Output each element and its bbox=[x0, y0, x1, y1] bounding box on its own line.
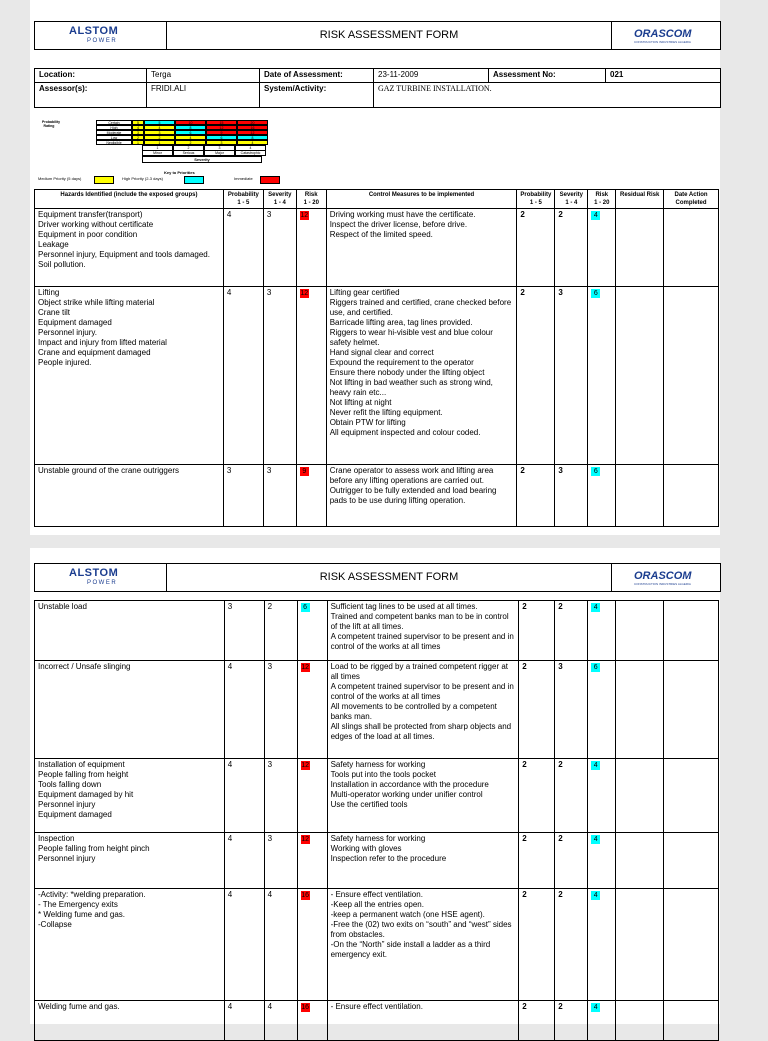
severity-number: 1 bbox=[142, 145, 173, 151]
key-high-swatch bbox=[184, 176, 204, 184]
key-medium-label: Medium Priority (5 days) bbox=[38, 176, 82, 181]
severity-number: 3 bbox=[204, 145, 235, 151]
hazard-cell-line: People falling from height pinch bbox=[38, 844, 150, 853]
col-severity-2: Severity 1 - 4 bbox=[555, 190, 588, 209]
control-cell bbox=[327, 759, 519, 833]
control-cell-line: All movements to be controlled by a competent banks man. bbox=[330, 702, 497, 721]
hazard-cell-line: Personnel injury. bbox=[38, 328, 97, 337]
form-page-1 bbox=[30, 0, 720, 535]
orascom-logo-text: ORASCOM bbox=[634, 570, 692, 582]
hazard-cell-line: Welding fume and gas. bbox=[38, 1002, 120, 1011]
severity-2-cell: 2 bbox=[555, 833, 588, 889]
control-cell-line: A competent trained supervisor to be present and in control of the works at all times bbox=[330, 632, 514, 651]
form-page-2 bbox=[30, 548, 720, 1024]
residual-risk-cell bbox=[616, 889, 664, 1001]
risk-badge: 12 bbox=[300, 290, 309, 297]
residual-risk-cell bbox=[616, 601, 664, 661]
control-cell-line: Not lifting in bad weather such as strong wind, heavy rain etc... bbox=[329, 378, 493, 397]
key-immediate-swatch bbox=[260, 176, 280, 184]
matrix-row-number: 1 bbox=[132, 140, 144, 145]
probability-2-cell: 2 bbox=[517, 287, 555, 465]
matrix-cell: 2 bbox=[175, 140, 206, 145]
date-label: Date of Assessment: bbox=[260, 69, 374, 83]
risk-2-cell bbox=[588, 1001, 616, 1041]
date-action-cell bbox=[664, 1001, 719, 1041]
alstom-logo-text: ALSTOM bbox=[69, 25, 119, 37]
risk-badge: 4 bbox=[591, 835, 600, 844]
control-cell bbox=[326, 287, 517, 465]
probability-cell: 3 bbox=[223, 465, 263, 527]
col-probability-2: Probability 1 - 5 bbox=[517, 190, 555, 209]
risk-table-page-2 bbox=[34, 600, 719, 1041]
matrix-row-label: Negligible bbox=[96, 140, 132, 145]
table-row bbox=[35, 759, 719, 833]
probability-cell: 3 bbox=[224, 601, 264, 661]
control-cell-line: Crane operator to assess work and lifting area before any lifting operations are carried out. bbox=[329, 466, 494, 485]
control-cell bbox=[326, 465, 517, 527]
matrix-row-number: 3 bbox=[132, 130, 144, 135]
date-value: 23-11-2009 bbox=[374, 69, 489, 83]
assessment-no-value: 021 bbox=[606, 69, 721, 83]
risk-cell bbox=[297, 833, 327, 889]
assessment-info-table bbox=[34, 68, 721, 108]
risk-badge: 12 bbox=[301, 664, 309, 671]
residual-risk-cell bbox=[616, 209, 664, 287]
hazard-cell bbox=[35, 287, 224, 465]
table-row bbox=[35, 209, 719, 287]
risk-2-cell bbox=[588, 465, 616, 527]
severity-label: Serious bbox=[173, 150, 204, 156]
date-action-cell bbox=[664, 209, 719, 287]
hazard-cell-line: Equipment damaged by hit bbox=[38, 790, 134, 799]
probability-2-cell: 2 bbox=[519, 661, 555, 759]
hazard-cell bbox=[35, 661, 225, 759]
severity-cell: 3 bbox=[263, 209, 296, 287]
control-cell bbox=[327, 833, 519, 889]
hazard-cell bbox=[35, 209, 224, 287]
hazard-cell-line: Equipment transfer(transport) bbox=[38, 210, 143, 219]
matrix-cell: 4 bbox=[175, 135, 206, 140]
matrix-cell: 6 bbox=[175, 130, 206, 135]
table-header-row bbox=[35, 190, 719, 209]
risk-2-cell bbox=[588, 287, 616, 465]
severity-label: Catastrophic bbox=[235, 150, 266, 156]
form-title: RISK ASSESSMENT FORM bbox=[319, 29, 459, 41]
risk-cell bbox=[296, 209, 326, 287]
severity-number: 2 bbox=[173, 145, 204, 151]
hazard-cell-line: People falling from height bbox=[38, 770, 129, 779]
hazard-cell-line: Tools falling down bbox=[38, 780, 102, 789]
severity-2-cell: 2 bbox=[555, 889, 588, 1001]
severity-2-cell: 3 bbox=[555, 465, 588, 527]
control-cell bbox=[326, 209, 517, 287]
hazard-cell-line: Unstable ground of the crane outriggers bbox=[38, 466, 179, 475]
residual-risk-cell bbox=[616, 287, 664, 465]
risk-badge: 4 bbox=[591, 1003, 600, 1012]
control-cell bbox=[327, 661, 519, 759]
probability-2-cell: 2 bbox=[517, 465, 555, 527]
control-cell-line: Load to be rigged by a trained competent rigger at all times bbox=[330, 662, 509, 681]
matrix-cell: 2 bbox=[144, 135, 175, 140]
hazard-cell-line: Inspection bbox=[38, 834, 75, 843]
control-cell-line: Ensure there nobody under the lifting object bbox=[329, 368, 485, 377]
matrix-cell: 6 bbox=[206, 135, 237, 140]
probability-cell: 4 bbox=[223, 209, 263, 287]
alstom-logo bbox=[35, 22, 167, 49]
assessment-no-label: Assessment No: bbox=[489, 69, 606, 83]
risk-2-cell bbox=[588, 759, 616, 833]
control-cell-line: Riggers to wear hi-visible vest and blue colour safety helmet. bbox=[329, 328, 493, 347]
matrix-cell: 20 bbox=[237, 120, 268, 125]
probability-2-cell: 2 bbox=[519, 833, 555, 889]
severity-2-cell: 2 bbox=[555, 209, 588, 287]
matrix-cell: 8 bbox=[237, 135, 268, 140]
severity-cell: 2 bbox=[264, 601, 297, 661]
risk-cell bbox=[297, 759, 327, 833]
matrix-cell: 3 bbox=[206, 140, 237, 145]
date-action-cell bbox=[664, 833, 719, 889]
severity-cell: 4 bbox=[264, 889, 297, 1001]
control-cell-line: Expound the requirement to the operator bbox=[329, 358, 474, 367]
risk-badge: 4 bbox=[591, 603, 600, 612]
system-value: GAZ TURBINE INSTALLATION. bbox=[374, 83, 721, 108]
key-immediate-label: Immediate bbox=[234, 176, 253, 181]
severity-cell: 4 bbox=[264, 1001, 297, 1041]
hazard-cell-line: Leakage bbox=[38, 240, 69, 249]
control-cell-line: Inspection refer to the procedure bbox=[330, 854, 447, 863]
matrix-row-number: 5 bbox=[132, 120, 144, 125]
assessors-label: Assessor(s): bbox=[35, 83, 147, 108]
orascom-logo bbox=[611, 22, 720, 49]
hazard-cell-line: People injured. bbox=[38, 358, 92, 367]
control-cell-line: Use the certified tools bbox=[330, 800, 408, 809]
orascom-logo bbox=[611, 564, 720, 591]
priority-key bbox=[34, 170, 334, 185]
alstom-logo bbox=[35, 564, 167, 591]
risk-badge: 6 bbox=[591, 467, 600, 476]
risk-badge: 6 bbox=[301, 603, 310, 612]
risk-badge: 16 bbox=[301, 1004, 309, 1011]
control-cell-line: -Free the (02) two exits on “south” and “west” sides from obstacles. bbox=[330, 920, 512, 939]
date-action-cell bbox=[664, 889, 719, 1001]
control-cell-line: Working with gloves bbox=[330, 844, 402, 853]
control-cell-line: Never refit the lifting equipment. bbox=[329, 408, 443, 417]
key-high-label: High Priority (2-3 days) bbox=[122, 176, 163, 181]
control-cell-line: All equipment inspected and colour coded. bbox=[329, 428, 481, 437]
probability-2-cell: 2 bbox=[519, 601, 555, 661]
hazard-cell-line: Driver working without certificate bbox=[38, 220, 154, 229]
control-cell bbox=[327, 889, 519, 1001]
probability-2-cell: 2 bbox=[517, 209, 555, 287]
risk-cell bbox=[297, 1001, 327, 1041]
control-cell-line: Riggers trained and certified, crane checked before use, and certified. bbox=[329, 298, 512, 317]
hazard-cell-line: Personnel injury bbox=[38, 800, 96, 809]
table-row bbox=[35, 833, 719, 889]
table-row bbox=[35, 465, 719, 527]
matrix-cell: 10 bbox=[175, 120, 206, 125]
hazard-cell-line: Equipment in poor condition bbox=[38, 230, 138, 239]
table-row bbox=[35, 601, 719, 661]
hazard-cell bbox=[35, 759, 225, 833]
matrix-cell: 12 bbox=[206, 125, 237, 130]
table-row bbox=[35, 889, 719, 1001]
severity-2-cell: 2 bbox=[555, 1001, 588, 1041]
matrix-row-label: Low bbox=[96, 135, 132, 140]
residual-risk-cell bbox=[616, 833, 664, 889]
severity-cell: 3 bbox=[264, 759, 297, 833]
alstom-logo-sub: POWER bbox=[87, 38, 118, 44]
severity-cell: 3 bbox=[264, 661, 297, 759]
date-action-cell bbox=[664, 759, 719, 833]
matrix-row-number: 2 bbox=[132, 135, 144, 140]
hazard-cell-line: Personnel injury bbox=[38, 854, 96, 863]
col-residual-risk: Residual Risk bbox=[616, 190, 664, 209]
severity-2-cell: 3 bbox=[555, 287, 588, 465]
risk-cell bbox=[297, 889, 327, 1001]
hazard-cell-line: Equipment damaged bbox=[38, 810, 112, 819]
risk-table-page-1 bbox=[34, 189, 719, 527]
risk-cell bbox=[296, 465, 326, 527]
severity-cell: 3 bbox=[263, 287, 296, 465]
hazard-cell-line: Equipment damaged bbox=[38, 318, 112, 327]
matrix-cell: 16 bbox=[237, 125, 268, 130]
risk-cell bbox=[297, 601, 327, 661]
risk-2-cell bbox=[588, 601, 616, 661]
risk-2-cell bbox=[588, 889, 616, 1001]
probability-2-cell: 2 bbox=[519, 759, 555, 833]
matrix-cell: 15 bbox=[206, 120, 237, 125]
col-controls: Control Measures to be implemented bbox=[326, 190, 517, 209]
control-cell-line: All slings shall be protected from sharp objects and edges of the load at all times. bbox=[330, 722, 512, 741]
matrix-cell: 12 bbox=[237, 130, 268, 135]
risk-badge: 4 bbox=[591, 891, 600, 900]
matrix-cell: 3 bbox=[144, 130, 175, 135]
probability-cell: 4 bbox=[224, 889, 264, 1001]
assessors-value: FRIDI.ALI bbox=[147, 83, 260, 108]
alstom-logo-text: ALSTOM bbox=[69, 567, 119, 579]
key-medium-swatch bbox=[94, 176, 114, 184]
matrix-cell: 4 bbox=[144, 125, 175, 130]
col-date-action: Date Action Completed bbox=[664, 190, 719, 209]
system-label: System/Activity: bbox=[260, 83, 374, 108]
hazard-cell-line: Lifting bbox=[38, 288, 60, 297]
alstom-logo-sub: POWER bbox=[87, 580, 118, 586]
hazard-cell-line: Impact and injury from lifted material bbox=[38, 338, 167, 347]
control-cell-line: Sufficient tag lines to be used at all times. bbox=[330, 602, 478, 611]
hazard-cell-line: Incorrect / Unsafe slinging bbox=[38, 662, 131, 671]
risk-badge: 12 bbox=[301, 836, 309, 843]
risk-cell bbox=[297, 661, 327, 759]
hazard-cell bbox=[35, 465, 224, 527]
orascom-logo-sub: CONSTRUCTION INDUSTRIES ALGERIA bbox=[634, 582, 691, 586]
date-action-cell bbox=[664, 465, 719, 527]
table-row bbox=[35, 661, 719, 759]
location-value: Terga bbox=[147, 69, 260, 83]
control-cell bbox=[327, 601, 519, 661]
hazard-cell-line: Installation of equipment bbox=[38, 760, 125, 769]
severity-cell: 3 bbox=[263, 465, 296, 527]
form-header bbox=[34, 563, 721, 592]
probability-cell: 4 bbox=[224, 661, 264, 759]
hazard-cell-line: Crane and equipment damaged bbox=[38, 348, 151, 357]
matrix-cell: 5 bbox=[144, 120, 175, 125]
control-cell-line: Obtain PTW for lifting bbox=[329, 418, 406, 427]
risk-2-cell bbox=[588, 833, 616, 889]
risk-badge: 16 bbox=[301, 892, 309, 899]
table-row bbox=[35, 1001, 719, 1041]
probability-cell: 4 bbox=[223, 287, 263, 465]
hazard-cell-line: Object strike while lifting material bbox=[38, 298, 155, 307]
control-cell-line: Multi-operator working under unifier control bbox=[330, 790, 483, 799]
probability-cell: 4 bbox=[224, 833, 264, 889]
control-cell-line: Lifting gear certified bbox=[329, 288, 400, 297]
risk-badge: 12 bbox=[301, 762, 309, 769]
table-row bbox=[35, 287, 719, 465]
control-cell-line: Respect of the limited speed. bbox=[329, 230, 433, 239]
hazard-cell-line: Personnel injury, Equipment and tools damaged. bbox=[38, 250, 210, 259]
risk-badge: 12 bbox=[300, 212, 309, 219]
control-cell-line: -On the “North” side install a ladder as a third emergency exit. bbox=[330, 940, 491, 959]
probability-2-cell: 2 bbox=[519, 1001, 555, 1041]
risk-cell bbox=[296, 287, 326, 465]
control-cell-line: Installation in accordance with the procedure bbox=[330, 780, 489, 789]
control-cell-line: Trained and competent banks man to be in control of the lift at all times. bbox=[330, 612, 509, 631]
matrix-row-label: Moderate bbox=[96, 130, 132, 135]
probability-2-cell: 2 bbox=[519, 889, 555, 1001]
control-cell-line: Tools put into the tools pocket bbox=[330, 770, 436, 779]
location-label: Location: bbox=[35, 69, 147, 83]
matrix-cell: 4 bbox=[237, 140, 268, 145]
severity-2-cell: 3 bbox=[555, 661, 588, 759]
control-cell-line: Hand signal clear and correct bbox=[329, 348, 434, 357]
residual-risk-cell bbox=[616, 661, 664, 759]
matrix-cell: 9 bbox=[206, 130, 237, 135]
hazard-cell-line: * Welding fume and gas. bbox=[38, 910, 126, 919]
hazard-cell-line: Unstable load bbox=[38, 602, 87, 611]
control-cell-line: Outrigger to be fully extended and load bearing pads to be use during lifting operation. bbox=[329, 486, 497, 505]
control-cell-line: -keep a permanent watch (one HSE agent). bbox=[330, 910, 485, 919]
severity-label: Minor bbox=[142, 150, 173, 156]
hazard-cell-line: -Activity: *welding preparation. bbox=[38, 890, 146, 899]
severity-2-cell: 2 bbox=[555, 759, 588, 833]
severity-cell: 3 bbox=[264, 833, 297, 889]
residual-risk-cell bbox=[616, 465, 664, 527]
hazard-cell-line: Crane tilt bbox=[38, 308, 71, 317]
col-probability: Probability 1 - 5 bbox=[223, 190, 263, 209]
control-cell-line: A competent trained supervisor to be present and in control of the works at all times bbox=[330, 682, 514, 701]
matrix-cell: 1 bbox=[144, 140, 175, 145]
matrix-cell: 8 bbox=[175, 125, 206, 130]
date-action-cell bbox=[664, 661, 719, 759]
col-hazards: Hazards Identified (include the exposed groups) bbox=[35, 190, 224, 209]
hazard-cell bbox=[35, 889, 225, 1001]
col-risk-2: Risk 1 - 20 bbox=[588, 190, 616, 209]
hazard-cell bbox=[35, 601, 225, 661]
date-action-cell bbox=[664, 601, 719, 661]
form-title: RISK ASSESSMENT FORM bbox=[319, 571, 459, 583]
risk-badge: 6 bbox=[591, 289, 600, 298]
matrix-row-label: High bbox=[96, 125, 132, 130]
hazard-cell-line: Soil pollution. bbox=[38, 260, 86, 269]
control-cell bbox=[327, 1001, 519, 1041]
residual-risk-cell bbox=[616, 1001, 664, 1041]
col-risk: Risk 1 - 20 bbox=[296, 190, 326, 209]
control-cell-line: - Ensure effect ventilation. bbox=[330, 1002, 423, 1011]
control-cell-line: -Keep all the entries open. bbox=[330, 900, 424, 909]
orascom-logo-text: ORASCOM bbox=[634, 28, 692, 40]
key-title: Key to Priorities bbox=[164, 170, 195, 175]
control-cell-line: Safety harness for working bbox=[330, 760, 426, 769]
form-header bbox=[34, 21, 721, 50]
control-cell-line: Barricade lifting area, tag lines provided. bbox=[329, 318, 473, 327]
severity-number: 4 bbox=[235, 145, 266, 151]
severity-title: Severity bbox=[142, 156, 262, 163]
matrix-row-label: Certain bbox=[96, 120, 132, 125]
risk-badge: 6 bbox=[591, 663, 600, 672]
risk-badge: 4 bbox=[591, 211, 600, 220]
orascom-logo-sub: CONSTRUCTION INDUSTRIES ALGERIA bbox=[634, 40, 691, 44]
hazard-cell-line: -Collapse bbox=[38, 920, 72, 929]
severity-label: Major bbox=[204, 150, 235, 156]
control-cell-line: Driving working must have the certificate. bbox=[329, 210, 476, 219]
risk-badge: 9 bbox=[300, 467, 309, 476]
control-cell-line: Not lifting at night bbox=[329, 398, 392, 407]
hazard-cell bbox=[35, 833, 225, 889]
risk-badge: 4 bbox=[591, 761, 600, 770]
col-severity: Severity 1 - 4 bbox=[263, 190, 296, 209]
probability-cell: 4 bbox=[224, 1001, 264, 1041]
probability-cell: 4 bbox=[224, 759, 264, 833]
residual-risk-cell bbox=[616, 759, 664, 833]
probability-rating-label: Probability Rating bbox=[42, 120, 61, 128]
date-action-cell bbox=[664, 287, 719, 465]
risk-2-cell bbox=[588, 209, 616, 287]
control-cell-line: Inspect the driver license, before drive. bbox=[329, 220, 468, 229]
severity-2-cell: 2 bbox=[555, 601, 588, 661]
control-cell-line: - Ensure effect ventilation. bbox=[330, 890, 423, 899]
matrix-row-number: 4 bbox=[132, 125, 144, 130]
control-cell-line: Safety harness for working bbox=[330, 834, 426, 843]
risk-2-cell bbox=[588, 661, 616, 759]
hazard-cell bbox=[35, 1001, 225, 1041]
hazard-cell-line: - The Emergency exits bbox=[38, 900, 118, 909]
